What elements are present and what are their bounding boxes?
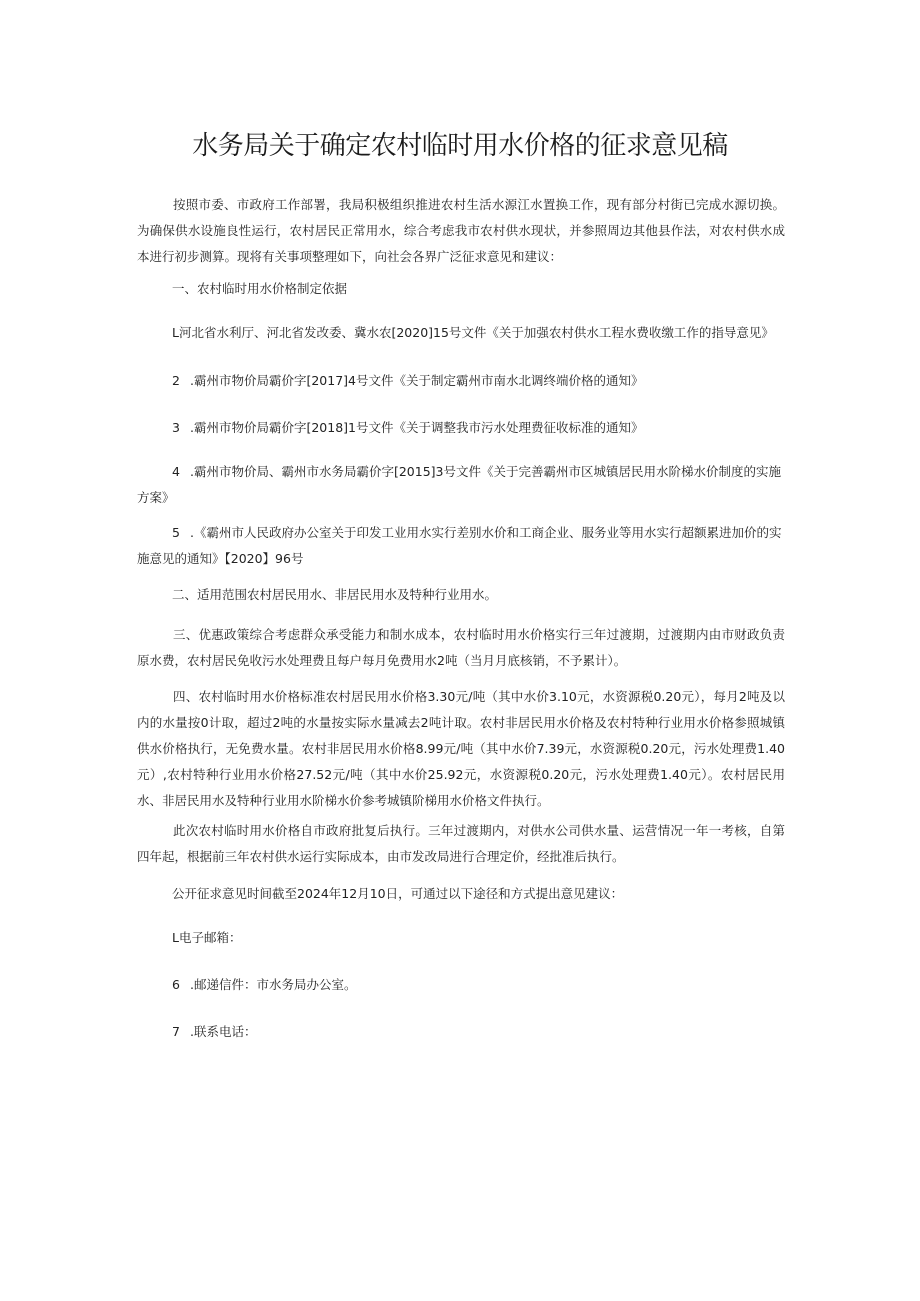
basis-item-1: [172, 320, 785, 346]
basis-item-5: [137, 520, 785, 572]
basis-item-1-text: L河北省水利厅、河北省发改委、冀水农[2020]15号文件《关于加强农村供水工程水费收缴工作的指导意见》: [172, 325, 774, 340]
basis-item-3-text: .霸州市物价局霸价字[2018]1号文件《关于调整我市污水处理费征收标准的通知》: [190, 420, 644, 435]
basis-item-2: [172, 368, 785, 394]
section3-paragraph: 三、优惠政策综合考虑群众承受能力和制水成本，农村临时用水价格实行三年过渡期，过渡期内由市财政负责原水费，农村居民免收污水处理费且每户每月免费用水2吨（当月月底核销，不予累计）。: [137, 627, 785, 668]
channel-item-1: [172, 925, 785, 951]
basis-item-2-number: 2: [172, 373, 180, 388]
basis-item-5-text: .《霸州市人民政府办公室关于印发工业用水实行差别水价和工商企业、服务业等用水实行超额累进加价的实施意见的通知》【2020】96号: [137, 525, 782, 566]
basis-item-5-number: 5: [172, 525, 180, 540]
channel-item-3-number: 7: [172, 1024, 180, 1039]
public-comment-paragraph: 公开征求意见时间截至2024年12月10日，可通过以下途径和方式提出意见建议：: [172, 886, 624, 901]
basis-item-4: [137, 459, 785, 511]
section2-paragraph: 二、适用范围农村居民用水、非居民用水及特种行业用水。: [172, 587, 498, 602]
basis-item-4-text: .霸州市物价局、霸州市水务局霸价字[2015]3号文件《关于完善霸州市区城镇居民用水阶梯水价制度的实施方案》: [137, 464, 781, 505]
section4-paragraph: 四、农村临时用水价格标准农村居民用水价格3.30元/吨（其中水价3.10元，水资源税0.20元），每月2吨及以内的水量按0计取，超过2吨的水量按实际水量减去2吨计取。农村非居民用水价格及农村特种行业用水价格参照城镇供水价格执行，无免费水量。农村非居民用水价格8.99元/吨（其中水价7.39元，水资源税0.20元，污水处理费1.40元）,农村特种行业用水价格27.52元/吨（其中水价25.92元，水资源税0.20元，污水处理费1.40元）。农村居民用水、非居民用水及特种行业用水阶梯水价参考城镇阶梯用水价格文件执行。: [137, 689, 785, 808]
document-title: 水务局关于确定农村临时用水价格的征求意见稿: [192, 131, 728, 161]
channel-item-3-text: .联系电话：: [190, 1024, 257, 1039]
channel-item-2-number: 6: [172, 977, 180, 992]
section1-heading: 一、农村临时用水价格制定依据: [172, 281, 348, 296]
channel-item-2: [172, 972, 785, 998]
channel-item-3: [172, 1019, 785, 1045]
channel-item-2-text: .邮递信件：市水务局办公室。: [190, 977, 357, 992]
channel-item-1-text: L电子邮箱：: [172, 930, 242, 945]
basis-item-4-number: 4: [172, 464, 180, 479]
intro-paragraph: 按照市委、市政府工作部署，我局积极组织推进农村生活水源江水置换工作，现有部分村街已完成水源切换。为确保供水设施良性运行，农村居民正常用水，综合考虑我市农村供水现状，并参照周边其他县作法，对农村供水成本进行初步测算。现将有关事项整理如下，向社会各界广泛征求意见和建议：: [137, 197, 785, 264]
basis-item-2-text: .霸州市物价局霸价字[2017]4号文件《关于制定霸州市南水北调终端价格的通知》: [190, 373, 644, 388]
execution-paragraph: 此次农村临时用水价格自市政府批复后执行。三年过渡期内，对供水公司供水量、运营情况一年一考核，自第四年起，根据前三年农村供水运行实际成本，由市发改局进行合理定价，经批准后执行。: [137, 823, 785, 864]
basis-item-3-number: 3: [172, 420, 180, 435]
basis-item-3: [172, 415, 785, 441]
